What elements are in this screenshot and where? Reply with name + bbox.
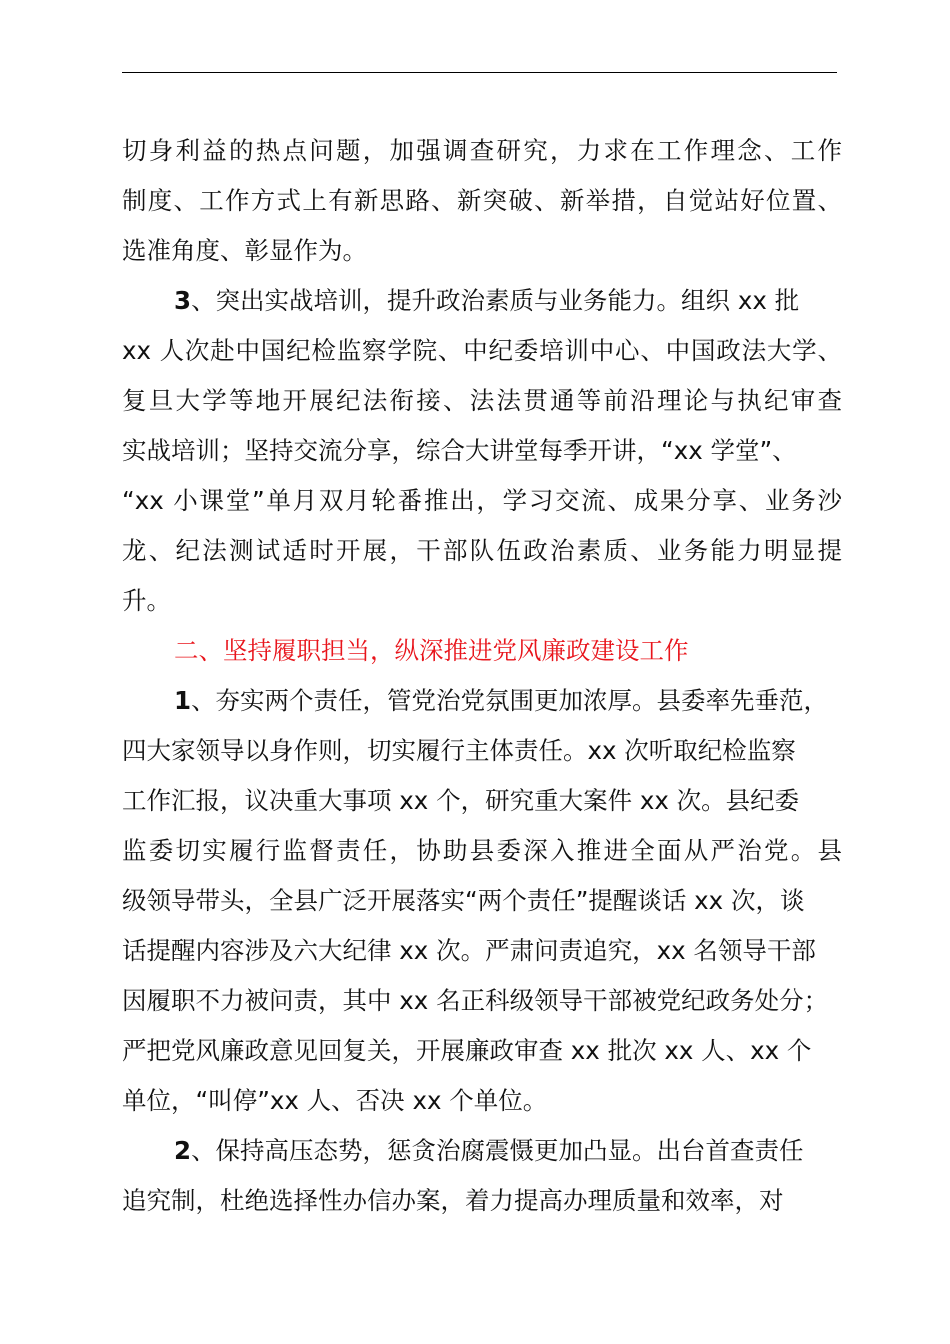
header-rule <box>122 72 837 73</box>
text-line: 单位，“叫停”xx 人、否决 xx 个单位。 <box>122 1086 548 1115</box>
text-line: 升。 <box>122 586 171 615</box>
paragraph-first-line <box>122 1126 842 1176</box>
text-line: 选准角度、彰显作为。 <box>122 236 367 265</box>
text-line: 级领导带头，全县广泛开展落实“两个责任”提醒谈话 xx 次，谈 <box>122 886 805 915</box>
text-line: 监委切实履行监督责任，协助县委深入推进全面从严治党。县 <box>122 836 842 865</box>
text-segment: 、保持高压态势，惩贪治腐震慑更加凸显。出台首查责任 <box>191 1136 804 1165</box>
text-line: 实战培训；坚持交流分享，综合大讲堂每季开讲，“xx 学堂”、 <box>122 436 797 465</box>
text-line: 龙、纪法测试适时开展，干部队伍政治素质、业务能力明显提 <box>122 536 842 565</box>
text-line: “xx 小课堂”单月双月轮番推出，学习交流、成果分享、业务沙 <box>122 486 842 515</box>
text-line: 制度、工作方式上有新思路、新突破、新举措，自觉站好位置、 <box>122 186 842 215</box>
text-segment: 、夯实两个责任，管党治党氛围更加浓厚。县委率先垂范， <box>191 686 829 715</box>
item-number: 2 <box>174 1136 192 1165</box>
item-number: 1 <box>174 686 192 715</box>
text-line: 四大家领导以身作则，切实履行主体责任。xx 次听取纪检监察 <box>122 736 796 765</box>
document-body <box>122 126 842 1226</box>
paragraph-first-line <box>122 676 842 726</box>
section-heading: 二、坚持履职担当，纵深推进党风廉政建设工作 <box>174 636 689 665</box>
text-line: 切身利益的热点问题，加强调查研究，力求在工作理念、工作 <box>122 136 842 165</box>
text-line: 工作汇报，议决重大事项 xx 个，研究重大案件 xx 次。县纪委 <box>122 786 800 815</box>
text-line: 严把党风廉政意见回复关，开展廉政审查 xx 批次 xx 人、xx 个 <box>122 1036 812 1065</box>
paragraph-first-line <box>122 276 842 326</box>
item-number: 3 <box>174 286 192 315</box>
text-line: 话提醒内容涉及六大纪律 xx 次。严肃问责追究，xx 名领导干部 <box>122 936 816 965</box>
text-line: 因履职不力被问责，其中 xx 名正科级领导干部被党纪政务处分； <box>122 986 829 1015</box>
text-line: 复旦大学等地开展纪法衔接、法法贯通等前沿理论与执纪审查 <box>122 386 842 415</box>
text-line: 追究制，杜绝选择性办信办案，着力提高办理质量和效率，对 <box>122 1186 784 1215</box>
text-segment: 、突出实战培训，提升政治素质与业务能力。组织 xx 批 <box>191 286 800 315</box>
text-line: xx 人次赴中国纪检监察学院、中纪委培训中心、中国政法大学、 <box>122 336 842 365</box>
